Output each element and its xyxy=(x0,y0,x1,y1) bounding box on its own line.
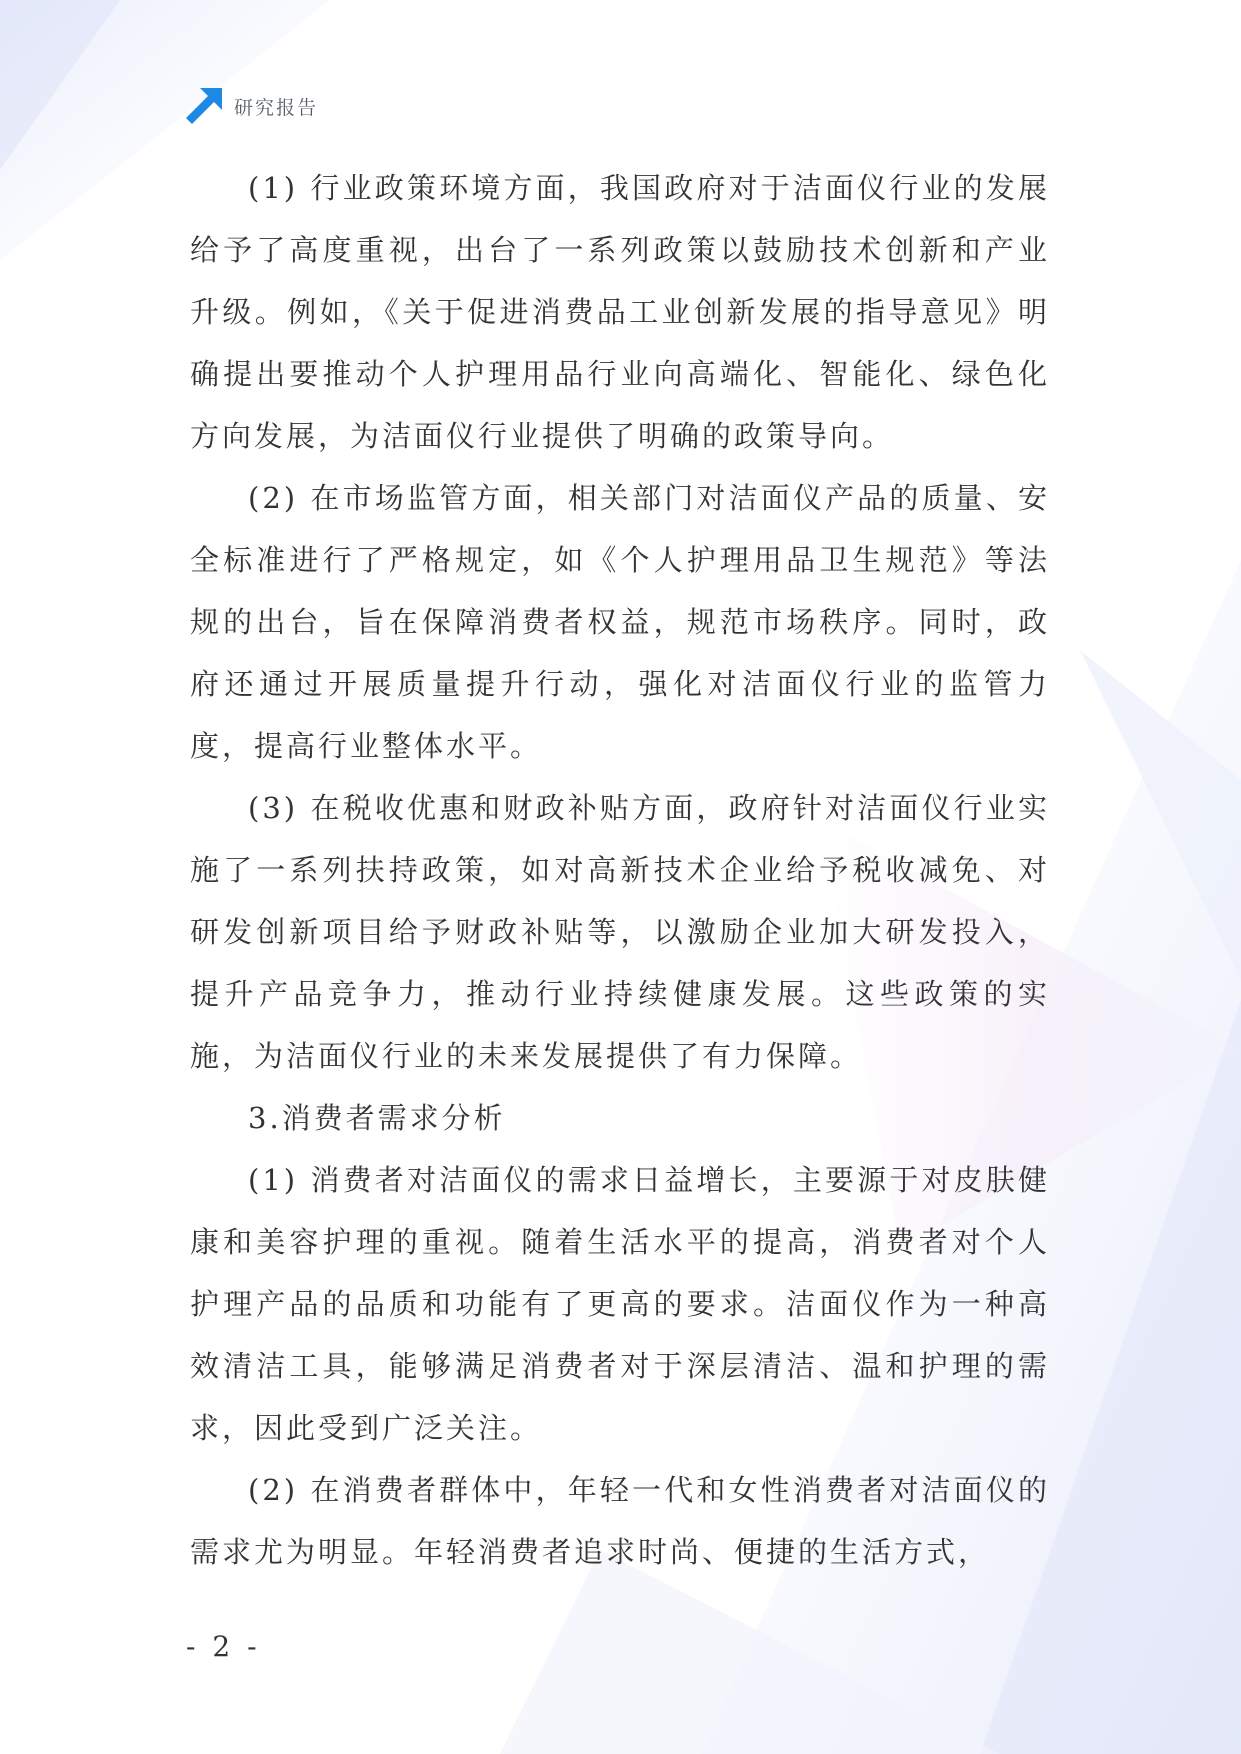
document-body xyxy=(190,157,1050,1583)
section-title: 3.消费者需求分析 xyxy=(248,1101,506,1135)
paragraph-consumer-groups: (2) 在消费者群体中，年轻一代和女性消费者对洁面仪的需求尤为明显。年轻消费者追求时尚、便捷的生活方式， xyxy=(190,1473,1050,1569)
document-header xyxy=(186,88,318,124)
header-title: 研究报告 xyxy=(234,96,319,119)
arrow-up-right-icon xyxy=(186,88,222,124)
page-number: - 2 - xyxy=(186,1630,261,1663)
paragraph-demand-growth: (1) 消费者对洁面仪的需求日益增长，主要源于对皮肤健康和美容护理的重视。随着生活水平的提高，消费者对个人护理产品的品质和功能有了更高的要求。洁面仪作为一种高效清洁工具，能够满足消费者对于深层清洁、温和护理的需求，因此受到广泛关注。 xyxy=(190,1163,1050,1445)
paragraph-policy-environment: (1) 行业政策环境方面，我国政府对于洁面仪行业的发展给予了高度重视，出台了一系列政策以鼓励技术创新和产业升级。例如，《关于促进消费品工业创新发展的指导意见》明确提出要推动个人护理用品行业向高端化、智能化、绿色化方向发展，为洁面仪行业提供了明确的政策导向。 xyxy=(190,171,1050,453)
paragraph-market-regulation: (2) 在市场监管方面，相关部门对洁面仪产品的质量、安全标准进行了严格规定，如《个人护理用品卫生规范》等法规的出台，旨在保障消费者权益，规范市场秩序。同时，政府还通过开展质量提升行动，强化对洁面仪行业的监管力度，提高行业整体水平。 xyxy=(190,481,1050,763)
paragraph-tax-subsidy: (3) 在税收优惠和财政补贴方面，政府针对洁面仪行业实施了一系列扶持政策，如对高新技术企业给予税收减免、对研发创新项目给予财政补贴等，以激励企业加大研发投入，提升产品竞争力，推动行业持续健康发展。这些政策的实施，为洁面仪行业的未来发展提供了有力保障。 xyxy=(190,791,1050,1073)
